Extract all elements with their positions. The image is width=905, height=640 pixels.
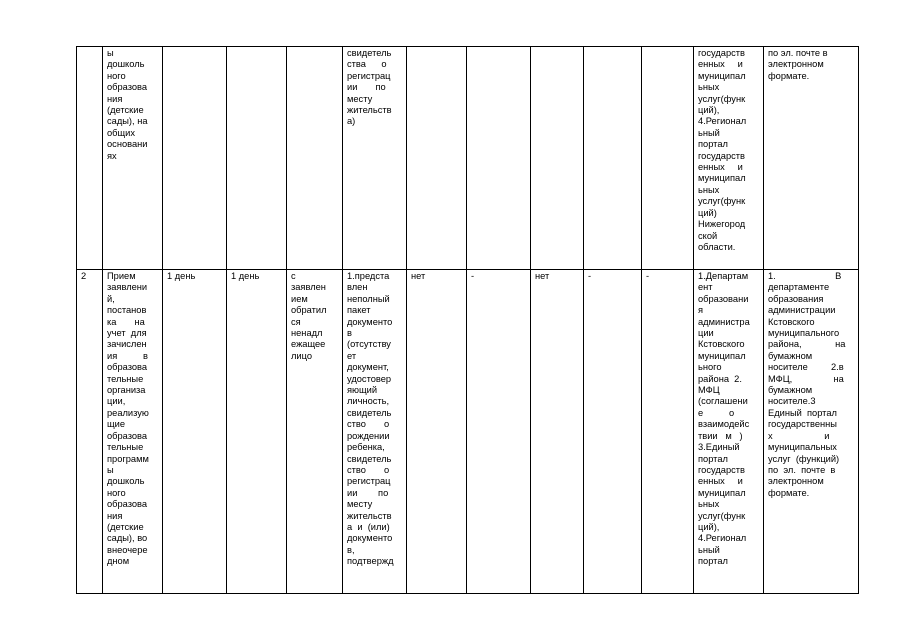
document-table <box>76 46 859 594</box>
cell-term-2 <box>227 47 287 270</box>
cell-refusal-provision: 1.предста влен неполный пакет документо в (отсутству ет документ, удостовер яющий личность, свидетель ство о рождении ребенка, свидетель ство о регистрац ии по месту жительств а и (или) документо в, подтвержд <box>343 270 407 594</box>
cell-service-name: ы дошколь ного образова ния (детские сады), на общих основани ях <box>103 47 163 270</box>
cell-suspension <box>407 47 467 270</box>
table-row <box>77 47 859 270</box>
cell-fee-kbk: - <box>642 270 694 594</box>
cell-result-method: по эл. почте в электронном формате. <box>764 47 859 270</box>
cell-fee-details <box>584 47 642 270</box>
table-row <box>77 270 859 594</box>
cell-suspension: нет <box>407 270 467 594</box>
cell-fee-details: - <box>584 270 642 594</box>
cell-term-1: 1 день <box>163 270 227 594</box>
cell-fee: нет <box>531 270 584 594</box>
cell-suspension-term <box>467 47 531 270</box>
cell-number <box>77 47 103 270</box>
cell-suspension-term: - <box>467 270 531 594</box>
cell-number: 2 <box>77 270 103 594</box>
cell-refusal-provision: свидетель ства о регистрац ии по месту жительств а) <box>343 47 407 270</box>
cell-refusal-reception <box>287 47 343 270</box>
cell-fee <box>531 47 584 270</box>
cell-request-method: государств енных и муниципал ьных услуг(функ ций), 4.Регионал ьный портал государств енных и муниципал ьных услуг(функ ций) Нижегород ской области. <box>694 47 764 270</box>
cell-term-2: 1 день <box>227 270 287 594</box>
cell-request-method: 1.Департам ент образовани я администра ции Кстовского муниципал ьного района 2. МФЦ (соглашени е о взаимодейс твии м ) 3.Единый портал государств енных и муниципал ьных услуг(функ ций), 4.Регионал ьный портал <box>694 270 764 594</box>
cell-result-method: 1. В департаменте образования администрации Кстовского муниципального района, на бумажном носителе 2.в МФЦ, на бумажном носителе.3 Единый портал государственны х и муниципальных услуг (функций) по эл. почте в электронном формате. <box>764 270 859 594</box>
cell-service-name: Прием заявлени й, постанов ка на учет для зачислен ия в образова тельные организа ции, реализую щие образова тельные программ ы дошколь ного образова ния (детские сады), во внеочере дном <box>103 270 163 594</box>
cell-term-1 <box>163 47 227 270</box>
cell-fee-kbk <box>642 47 694 270</box>
cell-refusal-reception: с заявлен ием обратил ся ненадл ежащее лицо <box>287 270 343 594</box>
